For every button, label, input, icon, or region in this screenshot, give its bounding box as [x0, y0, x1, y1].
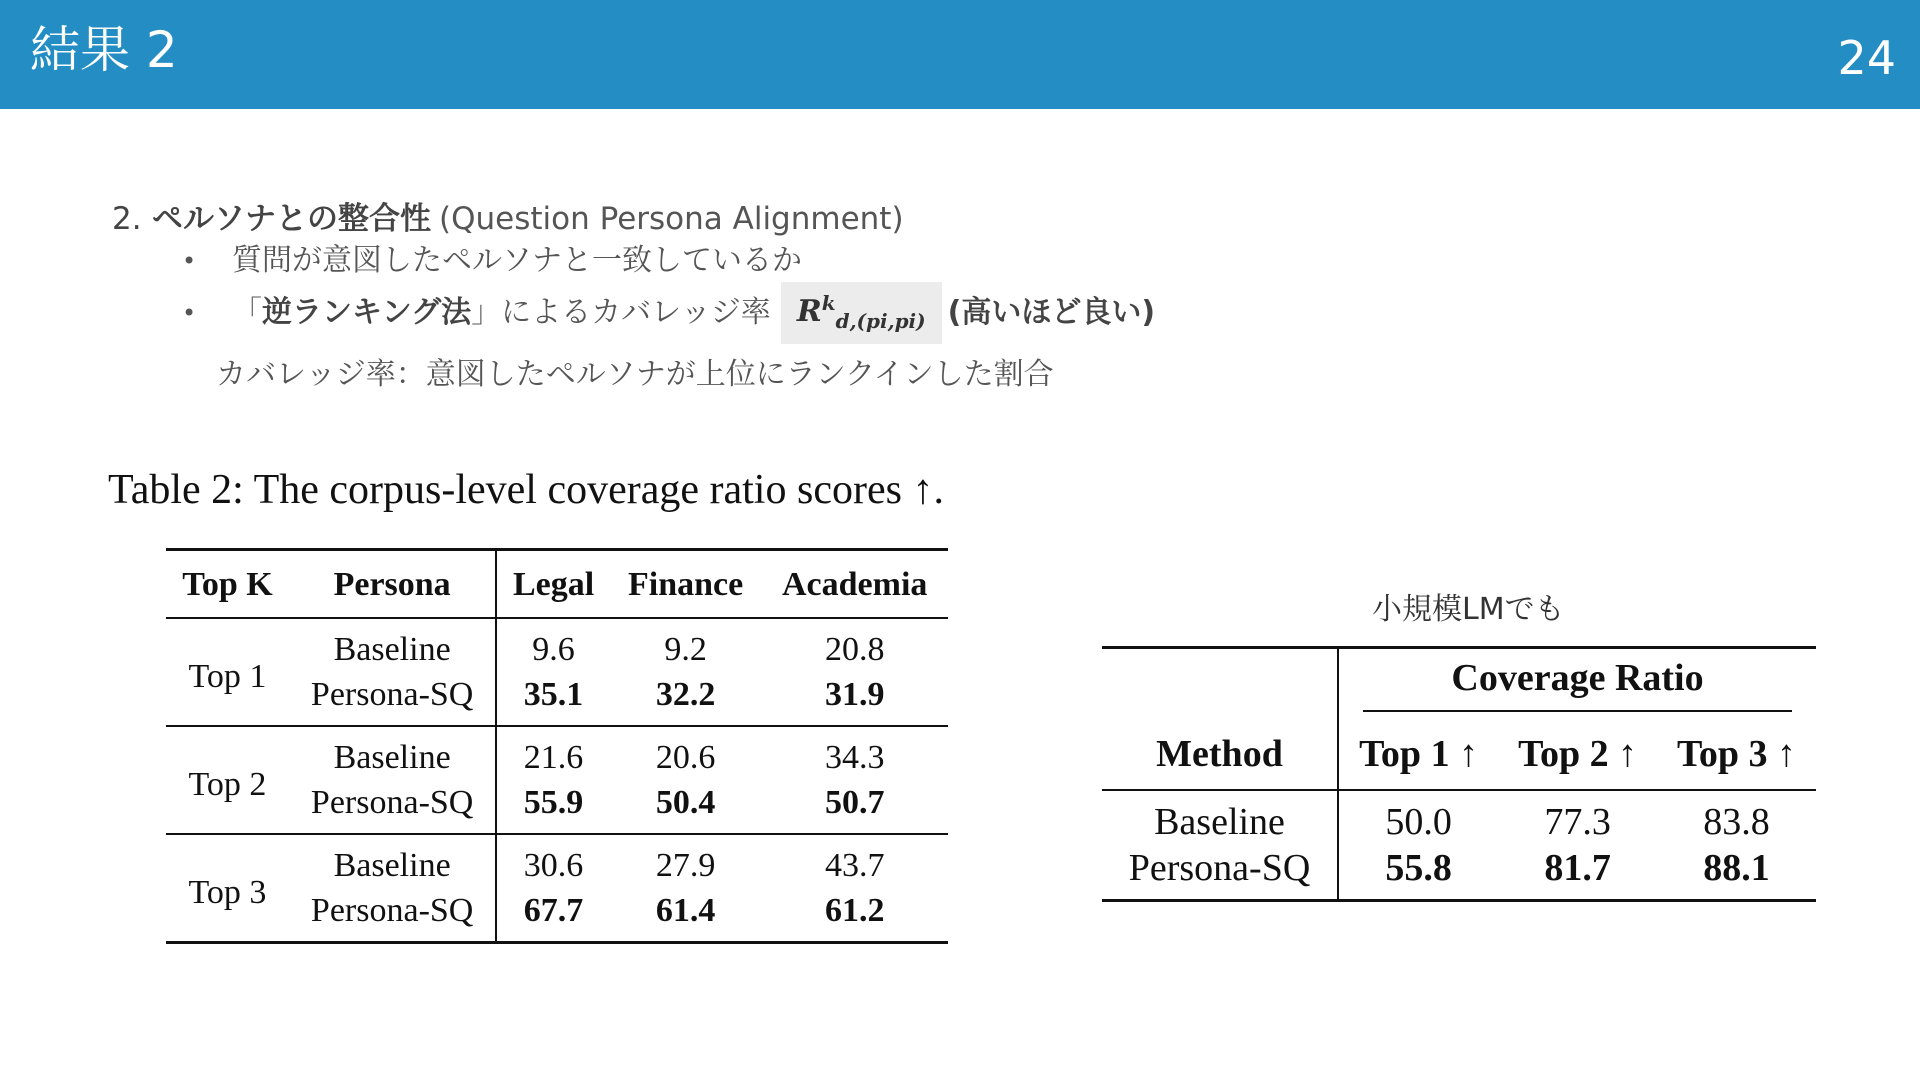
method-cell: Persona-SQ	[1102, 845, 1338, 901]
col-header: Top K	[166, 550, 289, 619]
table-header-row	[166, 550, 948, 619]
bullet-dot-icon: •	[182, 299, 197, 327]
value-cell: 55.8	[1338, 845, 1498, 901]
value-cell: 31.9	[761, 672, 948, 726]
value-cell: 50.4	[610, 780, 762, 834]
value-cell: 35.1	[496, 672, 609, 726]
col-header: Top 2 ↑	[1498, 719, 1657, 790]
col-header: Finance	[610, 550, 762, 619]
value-cell: 43.7	[824, 847, 885, 884]
persona-cell: Persona-SQ	[289, 780, 496, 834]
bullet-text: によるカバレッジ率	[501, 295, 771, 330]
bullet-text: 質問が意図したペルソナと一致しているか	[232, 243, 802, 278]
bullet-item	[182, 240, 1612, 282]
col-header: Top 3 ↑	[1657, 719, 1816, 790]
value-cell: 61.2	[761, 888, 948, 943]
topk-cell: Top 2	[166, 726, 289, 834]
table-header-row	[1102, 719, 1816, 790]
topk-cell: Top 3	[166, 834, 289, 943]
group-header: Coverage Ratio	[1338, 648, 1816, 720]
bracket-open: 「	[232, 295, 262, 330]
value-cell: 27.9	[655, 847, 716, 884]
value-cell: 55.9	[496, 780, 609, 834]
persona-cell: Baseline	[333, 631, 451, 668]
value-cell: 61.4	[610, 888, 762, 943]
col-header: Top 1 ↑	[1338, 719, 1498, 790]
bullet-dot-icon: •	[182, 247, 197, 275]
value-cell: 34.3	[824, 739, 885, 776]
value-cell: 9.6	[496, 618, 609, 672]
slide-header	[0, 0, 1920, 109]
slide-body	[112, 198, 1612, 396]
bracket-close: 」	[471, 295, 502, 330]
small-lm-note: 小規模LMでも	[1372, 592, 1565, 627]
value-cell: 77.3	[1544, 801, 1611, 843]
bullet-item	[182, 282, 1612, 344]
coverage-table-main	[166, 548, 948, 944]
value-cell: 81.7	[1498, 845, 1657, 901]
value-cell: 50.0	[1338, 790, 1498, 845]
persona-cell: Baseline	[333, 847, 451, 884]
col-header: Method	[1102, 719, 1338, 790]
table-row	[166, 618, 948, 672]
persona-cell: Baseline	[333, 739, 451, 776]
col-header: Academia	[761, 550, 948, 619]
table-row	[166, 834, 948, 888]
persona-cell: Persona-SQ	[289, 888, 496, 943]
value-cell: 32.2	[610, 672, 762, 726]
table-row	[166, 726, 948, 780]
bullet-bold-text: 逆ランキング法	[262, 295, 472, 330]
page-number: 24	[1837, 31, 1896, 85]
item-number: 2.	[112, 201, 142, 237]
value-cell: 20.6	[655, 739, 716, 776]
item-title: ペルソナとの整合性	[152, 201, 431, 237]
col-header: Legal	[496, 550, 609, 619]
item-english: (Question Persona Alignment)	[439, 201, 904, 237]
topk-cell: Top 1	[166, 618, 289, 726]
definition-note: カバレッジ率：意図したペルソナが上位にランクインした割合	[216, 357, 1054, 392]
value-cell: 30.6	[496, 834, 609, 888]
bullet-suffix: (高いほど良い)	[947, 295, 1156, 330]
value-cell: 88.1	[1657, 845, 1816, 901]
col-header: Persona	[289, 550, 496, 619]
value-cell: 83.8	[1703, 801, 1770, 843]
table-row	[1102, 845, 1816, 901]
value-cell: 20.8	[824, 631, 885, 668]
table-caption: Table 2: The corpus-level coverage ratio scores ↑.	[108, 467, 944, 513]
numbered-item	[112, 198, 1612, 240]
persona-cell: Persona-SQ	[289, 672, 496, 726]
value-cell: 21.6	[496, 726, 609, 780]
value-cell: 67.7	[496, 888, 609, 943]
table-row	[1102, 790, 1816, 845]
value-cell: 9.2	[664, 631, 707, 668]
slide-title: 結果 2	[30, 21, 178, 79]
table-header-row	[1102, 648, 1816, 720]
value-cell: 50.7	[761, 780, 948, 834]
coverage-formula: $R^k_{d,(pi,pi)}$	[781, 282, 942, 344]
method-cell: Baseline	[1154, 801, 1285, 843]
coverage-table-small-lm	[1102, 646, 1816, 902]
